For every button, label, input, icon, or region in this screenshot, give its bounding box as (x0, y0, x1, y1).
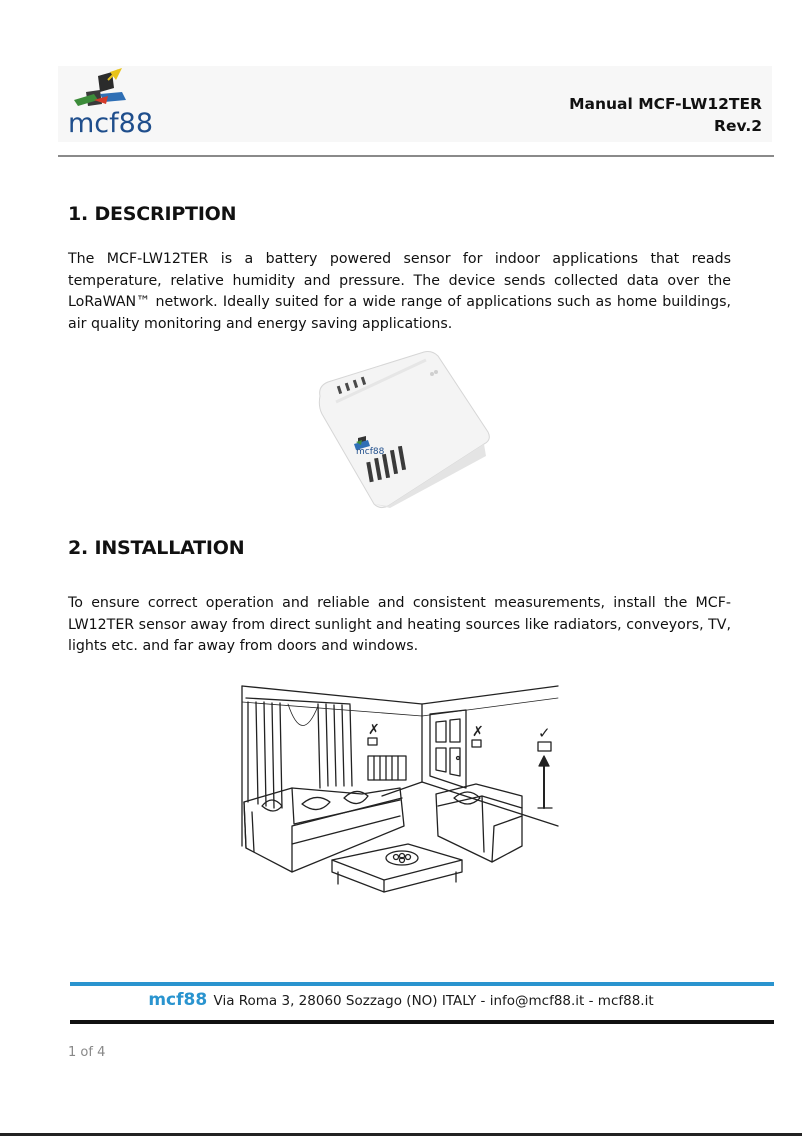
footer-brand: mcf88 (148, 990, 208, 1010)
manual-title: Manual MCF-LW12TER (569, 95, 762, 113)
check-icon: ✓ (538, 724, 551, 742)
good-placement-spot (538, 742, 551, 751)
header-divider (58, 155, 774, 157)
coffee-table (332, 844, 462, 892)
description-paragraph: The MCF-LW12TER is a battery powered sensor for indoor applications that reads temperature, relative humidity and pressure. The device sends collected data over the LoRaWAN™ network. Ideally suited for a wide range of applications such as home buildings, air quality monitoring and energy saving applications. (68, 251, 731, 332)
armchair (436, 784, 522, 862)
bad-placement-spot-radiator (368, 738, 377, 745)
manual-header (569, 93, 762, 137)
cross-icon: ✗ (472, 724, 484, 740)
radiator (368, 756, 406, 780)
page-number: 1 of 4 (68, 1045, 106, 1060)
footer-address: Via Roma 3, 28060 Sozzago (NO) ITALY - info@mcf88.it - mcf88.it (213, 993, 654, 1009)
section-heading-description: 1. DESCRIPTION (68, 203, 237, 225)
sofa (244, 788, 404, 872)
section-heading-installation: 2. INSTALLATION (68, 537, 245, 559)
footer-divider-blue (70, 982, 774, 986)
installation-paragraph: To ensure correct operation and reliable and consistent measurements, install the MCF-LW12TER sensor away from direct sunlight and heating sources like radiators, conveyors, TV, lights etc. and far away from doors and windows. (68, 595, 731, 654)
sensor-logo-text: mcf88 (356, 447, 385, 457)
sensor-device-image (316, 350, 492, 510)
logo-mark-icon (74, 68, 126, 106)
bad-placement-spot-door (472, 740, 481, 747)
footer-contact (0, 990, 802, 1010)
manual-revision: Rev.2 (714, 117, 762, 135)
height-arrow-icon (538, 756, 552, 808)
door (430, 710, 466, 788)
mcf88-logo (64, 66, 180, 138)
logo-text: mcf88 (68, 108, 154, 138)
room-installation-illustration (232, 676, 562, 908)
cross-icon: ✗ (368, 722, 380, 738)
footer-divider-black (70, 1020, 774, 1024)
